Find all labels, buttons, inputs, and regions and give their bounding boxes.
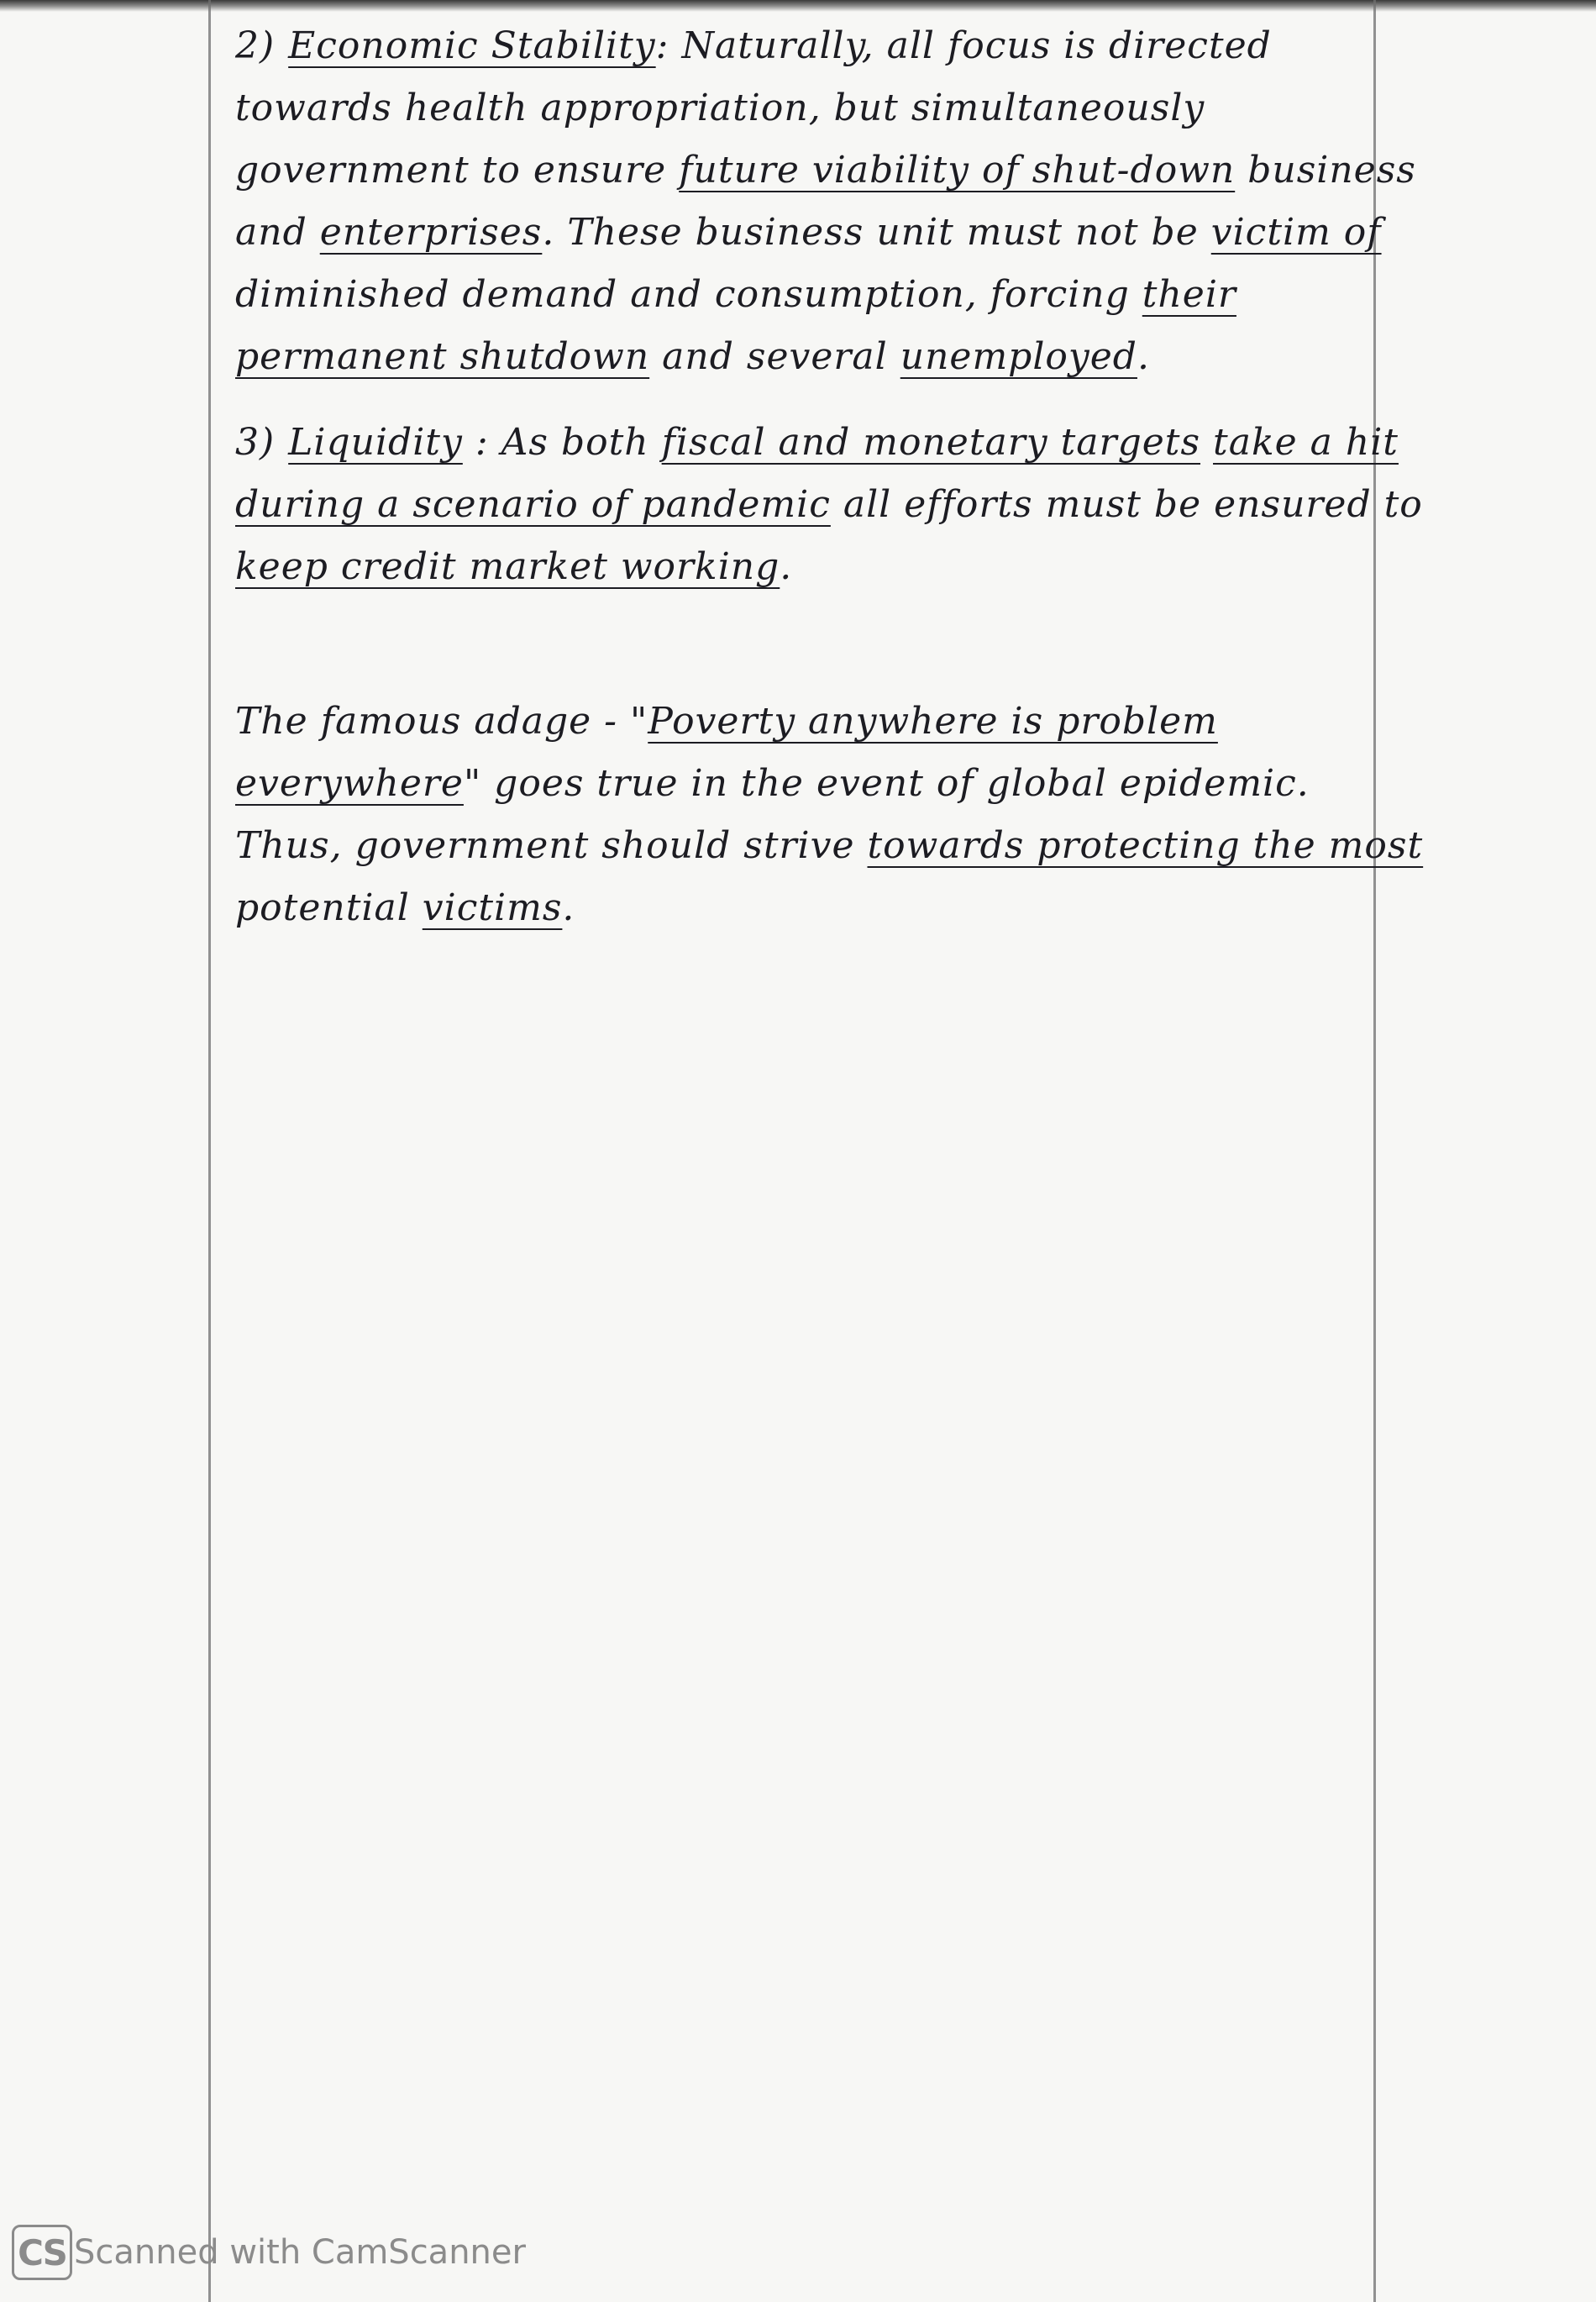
page-top-edge: [0, 0, 1596, 12]
point-text: all efforts must be ensured to: [830, 483, 1423, 526]
underlined-text: fiscal and monetary targets: [661, 421, 1201, 464]
underlined-text: keep credit market working: [235, 545, 780, 588]
conclusion-paragraph: [235, 691, 1428, 939]
conclusion-text: The famous adage - ": [235, 700, 648, 743]
underlined-text: towards protecting the most: [867, 824, 1424, 867]
point-heading: Liquidity: [288, 421, 463, 464]
point-text: As both: [488, 421, 662, 464]
point-text: and several: [649, 335, 900, 378]
point-text: diminished demand and consumption, forcing: [235, 273, 1142, 316]
point-text: Naturally, all focus is directed towards health appropriation, but simultaneously government to ensure: [235, 24, 1272, 192]
point-text: . These business unit must not be: [542, 211, 1211, 254]
conclusion-text: potential: [235, 886, 423, 929]
underlined-text: unemployed: [900, 335, 1137, 378]
underlined-text: victim of: [1210, 211, 1382, 254]
underlined-text: their permanent shutdown: [235, 273, 1236, 378]
point-text: .: [780, 545, 793, 588]
point-economic-stability: [235, 15, 1428, 388]
point-number: 3): [235, 421, 276, 464]
underlined-text: Poverty anywhere is problem everywhere: [235, 700, 1218, 805]
camscanner-watermark: [12, 2225, 526, 2280]
handwritten-notes: [235, 15, 1428, 939]
underlined-text: victims: [422, 886, 563, 929]
heading-separator: :: [655, 24, 669, 67]
point-liquidity: [235, 412, 1428, 598]
point-text: business and: [235, 149, 1416, 254]
watermark-text: Scanned with CamScanner: [74, 2233, 526, 2272]
point-text: [1200, 421, 1213, 464]
left-margin-line: [208, 0, 211, 2302]
point-number: 2): [235, 24, 276, 67]
point-heading: Economic Stability: [288, 24, 656, 67]
heading-separator: :: [462, 421, 489, 464]
conclusion-text: .: [562, 886, 575, 929]
camscanner-logo-icon: CS: [12, 2225, 72, 2280]
underlined-text: enterprises: [319, 211, 543, 254]
underlined-text: future viability of shut-down: [679, 149, 1236, 192]
underlined-text: take a hit during a scenario of pandemic: [235, 421, 1399, 526]
point-text: .: [1137, 335, 1150, 378]
conclusion-text: " goes true in the event of global epidemic. Thus, government should strive: [235, 762, 1310, 867]
